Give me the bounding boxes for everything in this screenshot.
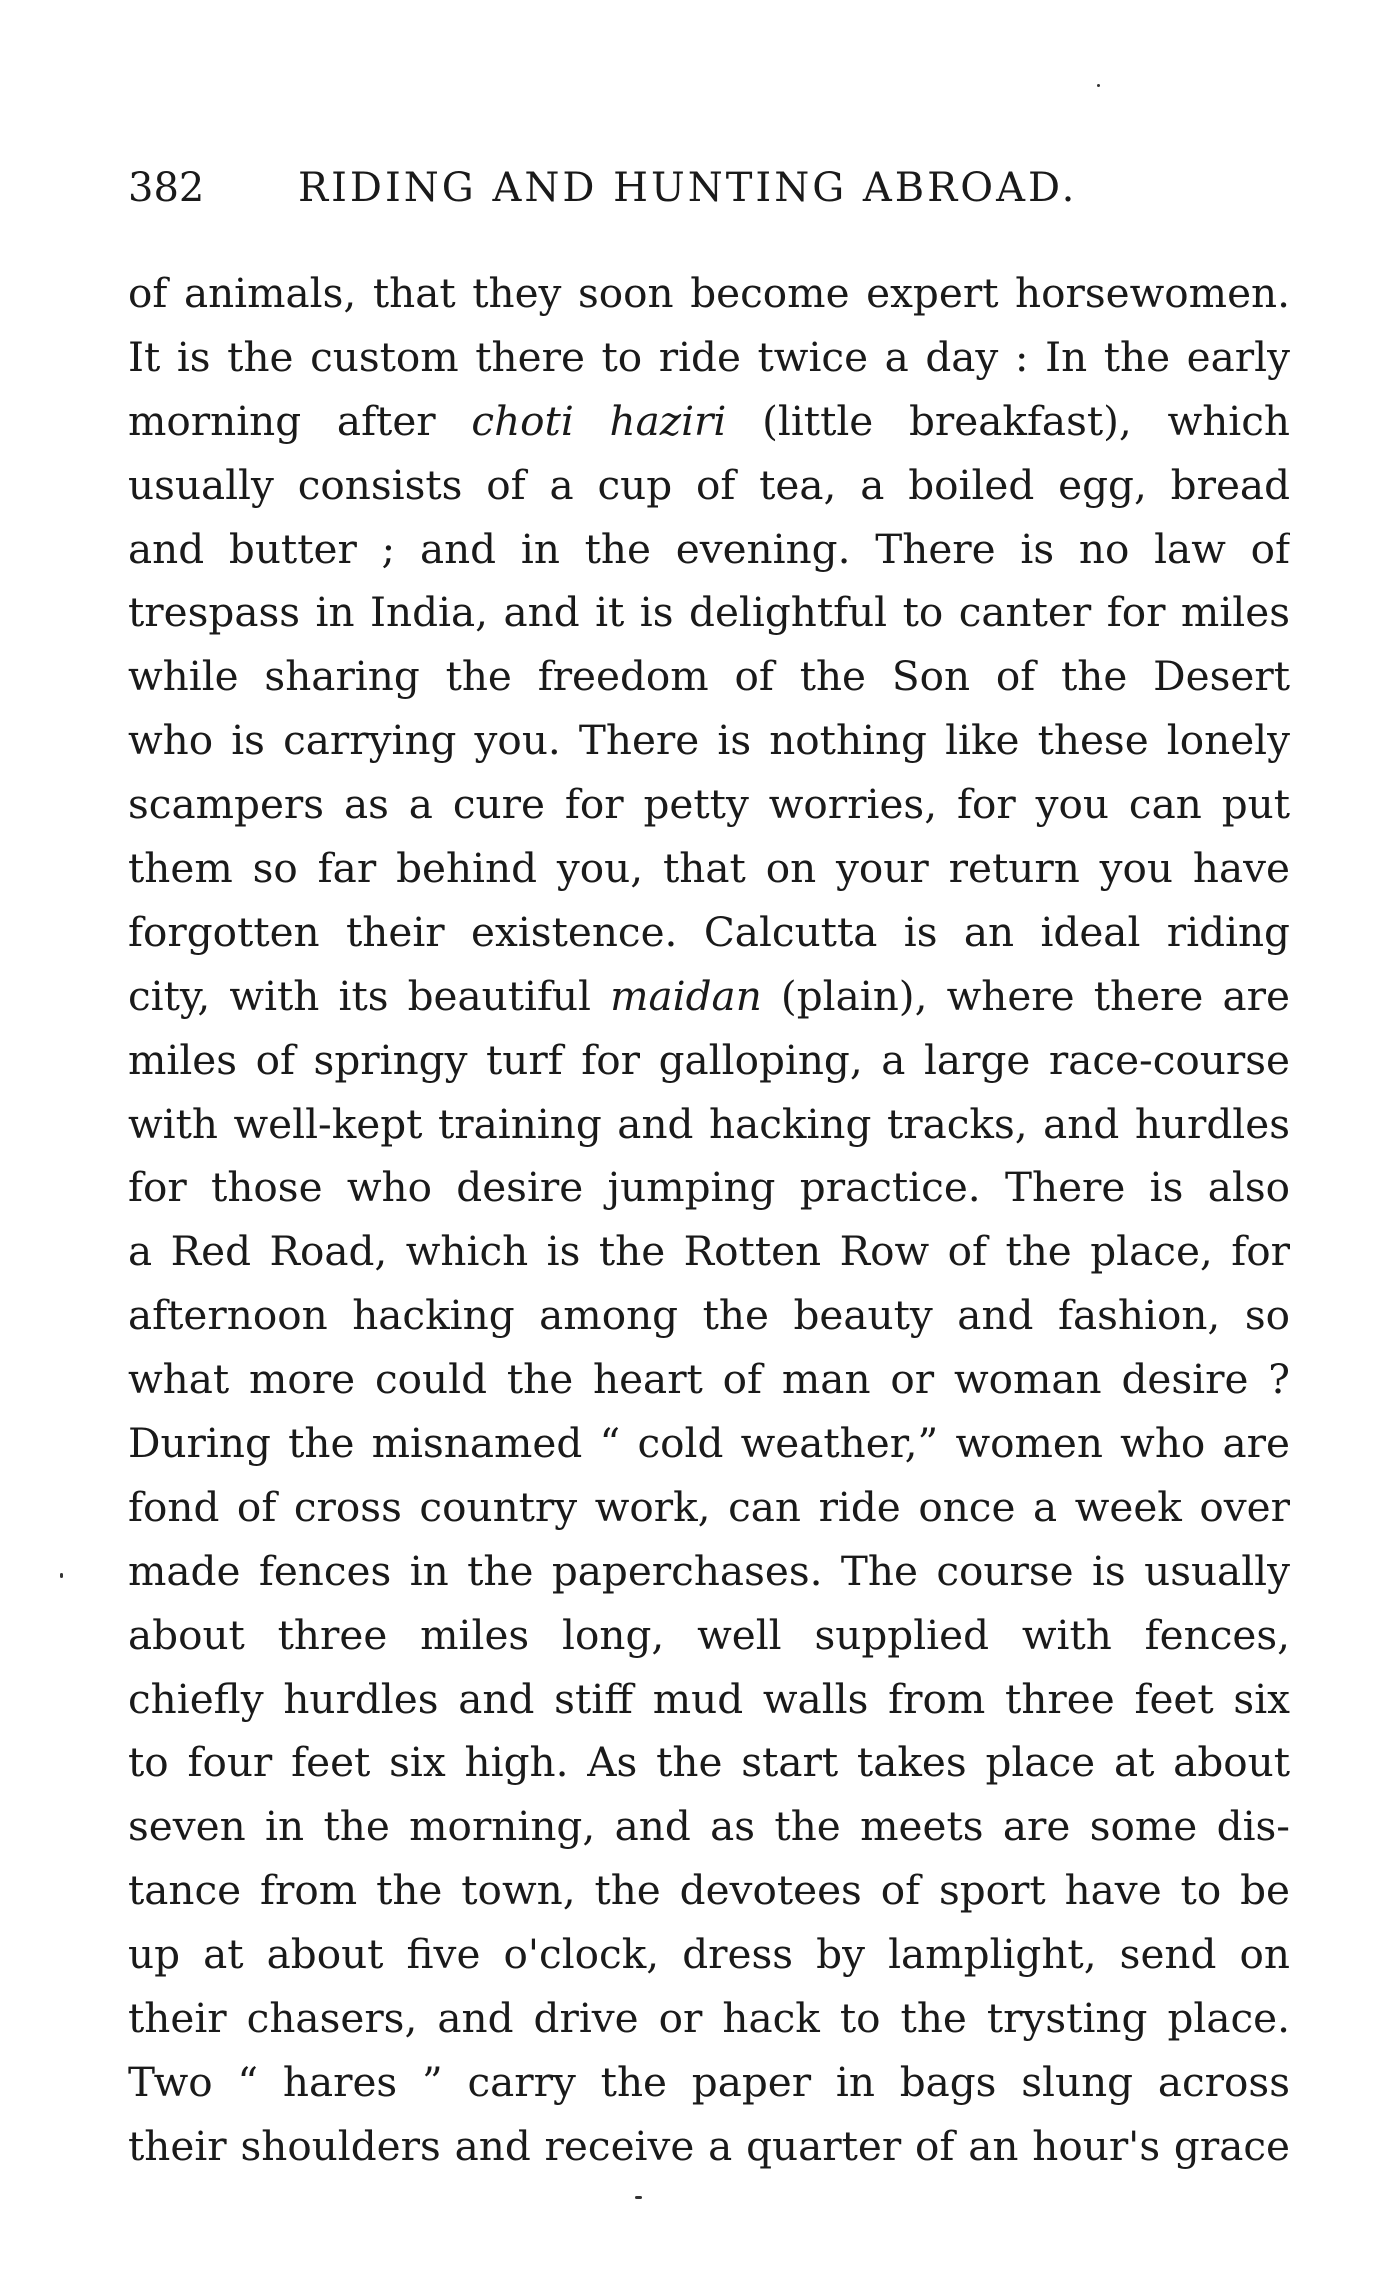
italic-term: choti haziri <box>471 396 727 445</box>
text-line: what more could the heart of man or woman desire ? <box>128 1355 1290 1404</box>
text-line: their chasers, and drive or hack to the trysting place. <box>128 1994 1290 2043</box>
text-line: seven in the morning, and as the meets are some dis- <box>128 1802 1290 1851</box>
body-text <box>128 262 1290 2179</box>
text-segment: (little breakfast), which <box>726 396 1290 445</box>
text-line <box>128 390 1290 454</box>
text-line: of animals, that they soon become expert horsewomen. <box>128 269 1290 317</box>
page-number: 382 <box>128 165 205 211</box>
text-line: and butter ; and in the evening. There is no law of <box>128 524 1290 573</box>
text-line: for those who desire jumping practice. There is also <box>128 1163 1290 1212</box>
text-line: their shoulders and receive a quarter of an hour's grace <box>128 2121 1290 2170</box>
text-segment: morning after <box>128 396 472 445</box>
text-line: trespass in India, and it is delightful to canter for miles <box>128 588 1290 637</box>
scan-speck <box>1097 84 1100 87</box>
italic-term: maidan <box>610 971 762 1020</box>
text-line: a Red Road, which is the Rotten Row of the place, for <box>128 1227 1290 1276</box>
text-segment: (plain), where there are <box>761 971 1290 1020</box>
scan-speck <box>60 1573 63 1578</box>
text-line: tance from the town, the devotees of sport have to be <box>128 1866 1290 1915</box>
text-line: chiefly hurdles and stiff mud walls from three feet six <box>128 1674 1290 1723</box>
text-line: During the misnamed “ cold weather,” women who are <box>128 1419 1290 1468</box>
text-line: them so far behind you, that on your return you have <box>128 844 1290 893</box>
text-line: usually consists of a cup of tea, a boiled egg, bread <box>128 460 1290 509</box>
text-line <box>128 965 1290 1029</box>
running-title: RIDING AND HUNTING ABROAD. <box>298 165 1078 211</box>
text-line: made fences in the paperchases. The course is usually <box>128 1546 1290 1595</box>
text-line: afternoon hacking among the beauty and fashion, so <box>128 1291 1290 1340</box>
running-head <box>128 160 1288 216</box>
text-line: forgotten their existence. Calcutta is an ideal riding <box>128 907 1290 956</box>
text-line: to four feet six high. As the start takes place at about <box>128 1738 1290 1787</box>
text-line: while sharing the freedom of the Son of the Desert <box>128 652 1290 701</box>
text-line: It is the custom there to ride twice a day : In the early <box>128 332 1290 381</box>
text-line: scampers as a cure for petty worries, for you can put <box>128 780 1290 829</box>
text-line: who is carrying you. There is nothing like these lonely <box>128 716 1290 765</box>
text-line: fond of cross country work, can ride once a week over <box>128 1482 1290 1531</box>
text-line: miles of springy turf for galloping, a large race-course <box>128 1035 1290 1084</box>
text-segment: city, with its beautiful <box>128 971 611 1020</box>
text-line: up at about five o'clock, dress by lamplight, send on <box>128 1930 1290 1979</box>
text-line: about three miles long, well supplied with fences, <box>128 1610 1290 1659</box>
text-line: with well-kept training and hacking tracks, and hurdles <box>128 1099 1290 1148</box>
scan-speck <box>635 2196 642 2199</box>
text-line: Two “ hares ” carry the paper in bags slung across <box>128 2057 1290 2106</box>
